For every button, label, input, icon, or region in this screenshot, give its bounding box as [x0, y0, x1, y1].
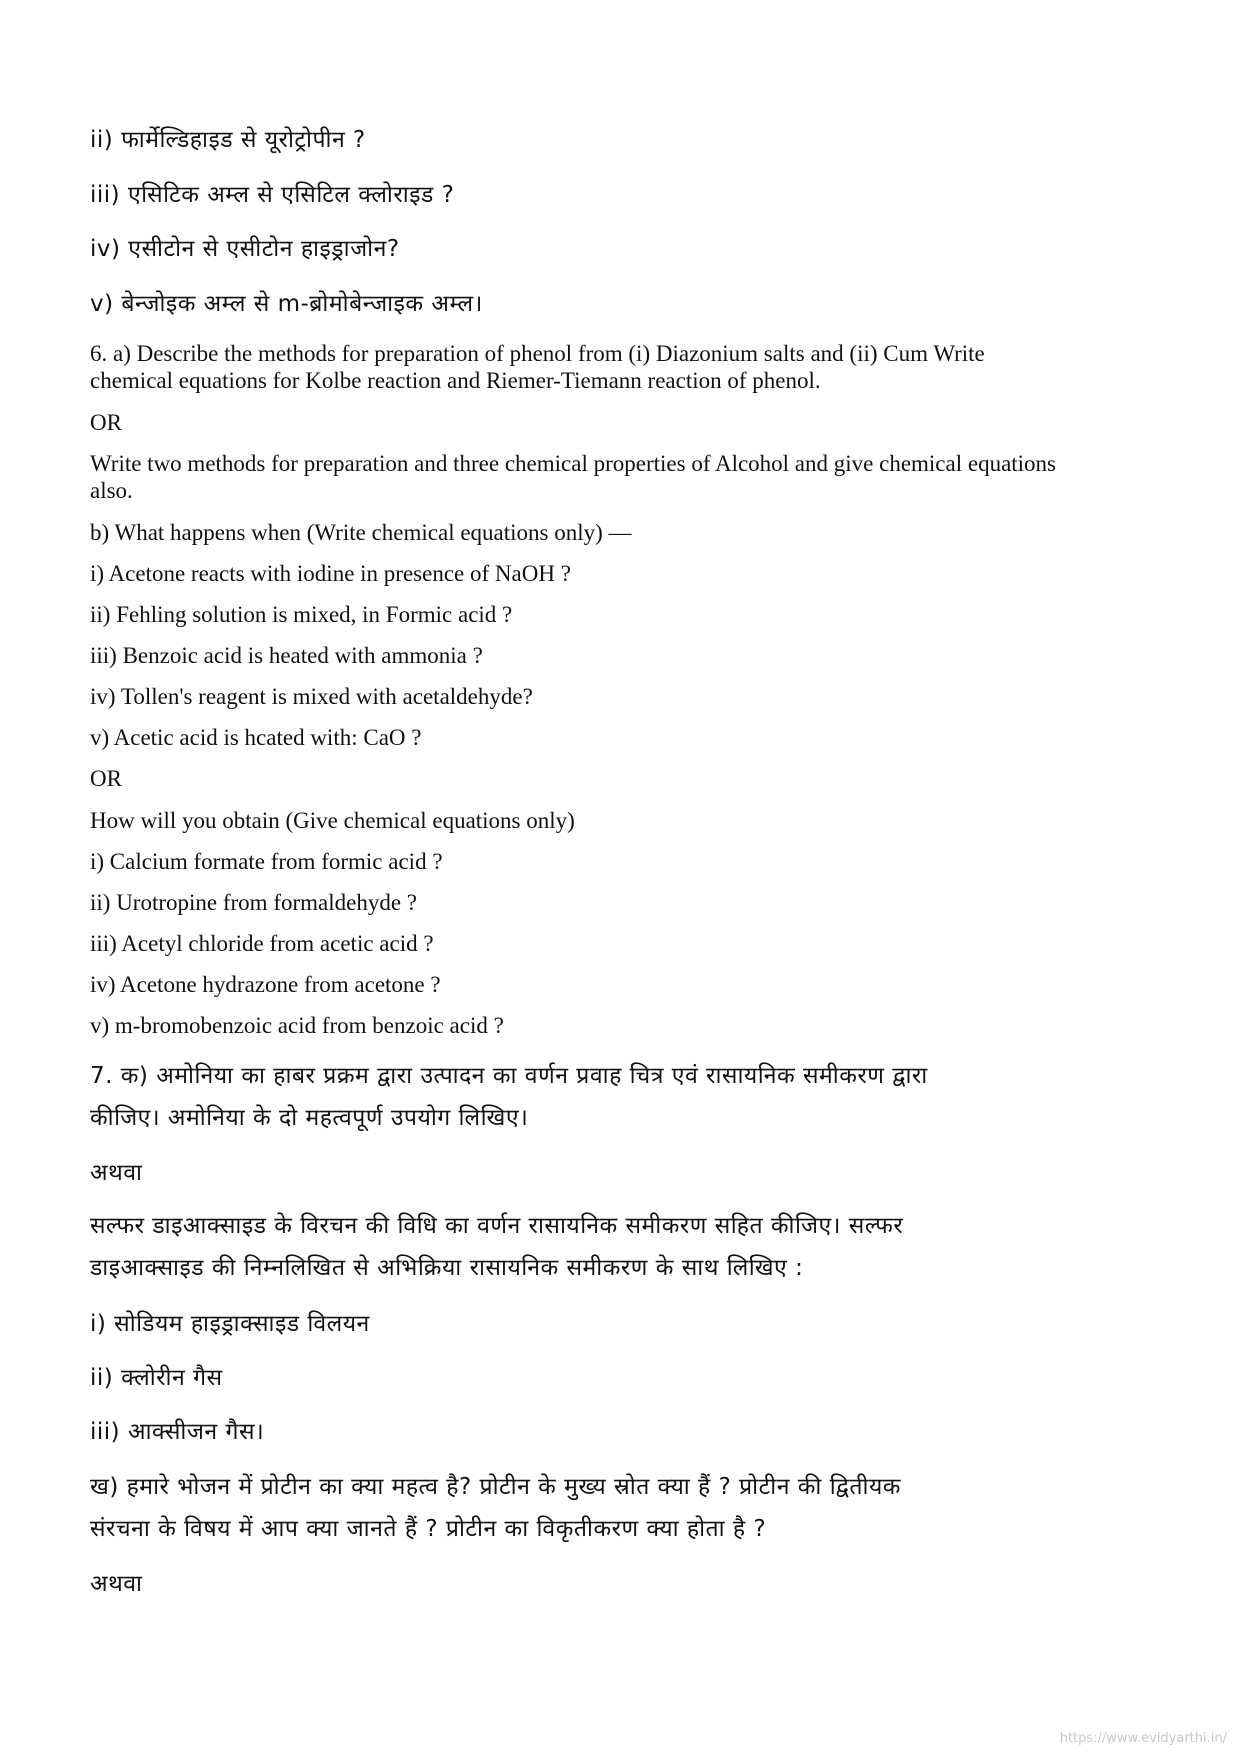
- athva-divider: अथवा: [90, 1160, 143, 1186]
- athva-divider: अथवा: [90, 1571, 143, 1597]
- question-7a-alt-part-ii: ii) क्लोरीन गैस: [90, 1365, 223, 1391]
- question-6a-alt-line-1: Write two methods for preparation and three chemical properties of Alcohol and give chemical equations: [90, 451, 1057, 476]
- question-7a-alt-line-2: डाइआक्साइड की निम्नलिखित से अभिक्रिया रासायनिक समीकरण के साथ लिखिए :: [90, 1255, 804, 1281]
- or-divider: OR: [90, 766, 122, 791]
- question-7a-alt-part-i: i) सोडियम हाइड्राक्साइड विलयन: [90, 1311, 370, 1337]
- site-watermark: https://www.evidyarthi.in/: [1059, 1731, 1227, 1746]
- question-6b-alt-part-iv: iv) Acetone hydrazone from acetone ?: [90, 972, 441, 997]
- question-5-part-iii-hindi: iii) एसिटिक अम्ल से एसिटिल क्लोराइड ?: [90, 182, 455, 208]
- question-7b-line-1: ख) हमारे भोजन में प्रोटीन का क्या महत्व है? प्रोटीन के मुख्य स्रोत क्या हैं ? प्रोटीन की द्वितीयक: [90, 1474, 901, 1500]
- question-7a-line-1: 7. क) अमोनिया का हाबर प्रक्रम द्वारा उत्पादन का वर्णन प्रवाह चित्र एवं रासायनिक समीकरण द्वारा: [90, 1063, 928, 1089]
- question-7b-line-2: संरचना के विषय में आप क्या जानते हैं ? प्रोटीन का विकृतीकरण क्या होता है ?: [90, 1516, 767, 1542]
- question-6a-line-2: chemical equations for Kolbe reaction and Riemer-Tiemann reaction of phenol.: [90, 368, 821, 393]
- question-6b-heading: b) What happens when (Write chemical equations only) —: [90, 520, 632, 545]
- question-5-part-iv-hindi: iv) एसीटोन से एसीटोन हाइड्राजोन?: [90, 236, 400, 262]
- or-divider: OR: [90, 410, 122, 435]
- question-6a-line-1: 6. a) Describe the methods for preparation of phenol from (i) Diazonium salts and (ii) Cum Write: [90, 341, 985, 366]
- question-5-part-v-hindi: v) बेन्जोइक अम्ल से m-ब्रोमोबेन्जाइक अम्ल।: [90, 291, 483, 317]
- question-7a-alt-part-iii: iii) आक्सीजन गैस।: [90, 1419, 265, 1445]
- question-6b-part-v: v) Acetic acid is hcated with: CaO ?: [90, 725, 422, 750]
- question-7a-line-2: कीजिए। अमोनिया के दो महत्वपूर्ण उपयोग लिखिए।: [90, 1105, 529, 1131]
- question-6b-part-ii: ii) Fehling solution is mixed, in Formic acid ?: [90, 602, 513, 627]
- question-7a-alt-line-1: सल्फर डाइआक्साइड के विरचन की विधि का वर्णन रासायनिक समीकरण सहित कीजिए। सल्फर: [90, 1213, 904, 1239]
- question-6a-alt-line-2: also.: [90, 478, 133, 503]
- question-6b-alt-part-iii: iii) Acetyl chloride from acetic acid ?: [90, 931, 434, 956]
- question-6b-alt-heading: How will you obtain (Give chemical equations only): [90, 808, 575, 833]
- question-5-part-ii-hindi: ii) फार्मेल्डिहाइड से यूरोट्रोपीन ?: [90, 127, 366, 153]
- question-6b-part-iv: iv) Tollen's reagent is mixed with acetaldehyde?: [90, 684, 533, 709]
- question-6b-part-i: i) Acetone reacts with iodine in presence of NaOH ?: [90, 561, 571, 586]
- question-6b-alt-part-ii: ii) Urotropine from formaldehyde ?: [90, 890, 417, 915]
- question-6b-alt-part-v: v) m-bromobenzoic acid from benzoic acid ?: [90, 1013, 504, 1038]
- question-6b-alt-part-i: i) Calcium formate from formic acid ?: [90, 849, 443, 874]
- question-6b-part-iii: iii) Benzoic acid is heated with ammonia ?: [90, 643, 483, 668]
